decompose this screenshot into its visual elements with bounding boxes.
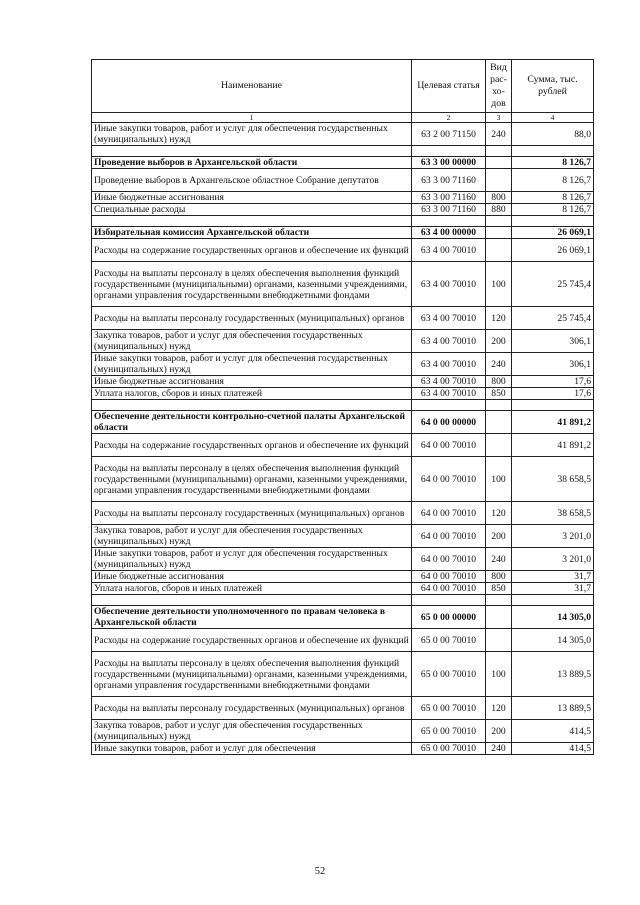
table-row — [92, 743, 594, 755]
cell-sum: 8 126,7 — [512, 204, 594, 216]
cell-art: 65 0 00 00000 — [412, 606, 486, 629]
cell-vid: 120 — [486, 697, 512, 720]
empty-cell — [486, 595, 512, 606]
cell-name: Расходы на выплаты персоналу в целях обеспечения выполнения функций государственными (муниципальными) органами, казенными учреждениями, органами управления государственными внебюджетными фондами — [92, 652, 412, 697]
table-row — [92, 652, 594, 697]
cell-art: 64 0 00 70010 — [412, 571, 486, 583]
cell-name: Расходы на выплаты персоналу государственных (муниципальных) органов — [92, 502, 412, 525]
cell-art: 63 3 00 71160 — [412, 169, 486, 192]
table-row — [92, 353, 594, 376]
table-row — [92, 388, 594, 400]
table-row — [92, 434, 594, 457]
cell-sum: 88,0 — [512, 123, 594, 146]
spacer-row — [92, 216, 594, 227]
table-row — [92, 262, 594, 307]
cell-name: Иные бюджетные ассигнования — [92, 571, 412, 583]
cell-name: Иные закупки товаров, работ и услуг для обеспечения государственных (муниципальных) нужд — [92, 123, 412, 146]
cell-name: Иные закупки товаров, работ и услуг для обеспечения — [92, 743, 412, 755]
cell-name: Расходы на содержание государственных органов и обеспечение их функций — [92, 434, 412, 457]
column-number-row — [92, 113, 594, 123]
cell-vid: 200 — [486, 720, 512, 743]
cell-vid: 880 — [486, 204, 512, 216]
cell-sum: 25 745,4 — [512, 307, 594, 330]
cell-art: 63 3 00 71160 — [412, 192, 486, 204]
cell-vid — [486, 227, 512, 239]
cell-sum: 17,6 — [512, 388, 594, 400]
cell-art: 63 4 00 70010 — [412, 307, 486, 330]
cell-sum: 38 658,5 — [512, 457, 594, 502]
cell-vid — [486, 239, 512, 262]
empty-cell — [486, 400, 512, 411]
cell-art: 64 0 00 70010 — [412, 457, 486, 502]
cell-art: 63 4 00 70010 — [412, 388, 486, 400]
empty-cell — [512, 400, 594, 411]
cell-sum: 41 891,2 — [512, 411, 594, 434]
cell-vid: 850 — [486, 388, 512, 400]
empty-cell — [512, 146, 594, 157]
cell-vid: 120 — [486, 307, 512, 330]
cell-art: 63 4 00 00000 — [412, 227, 486, 239]
section-row — [92, 227, 594, 239]
cell-name: Обеспечение деятельности уполномоченного по правам человека в Архангельской области — [92, 606, 412, 629]
cell-name: Расходы на выплаты персоналу в целях обеспечения выполнения функций государственными (муниципальными) органами, казенными учреждениями, органами управления государственными внебюджетными фондами — [92, 262, 412, 307]
cell-art: 64 0 00 00000 — [412, 411, 486, 434]
cell-name: Проведение выборов в Архангельское областное Собрание депутатов — [92, 169, 412, 192]
spacer-row — [92, 146, 594, 157]
table-row — [92, 697, 594, 720]
cell-vid: 850 — [486, 583, 512, 595]
cell-sum: 38 658,5 — [512, 502, 594, 525]
cell-sum: 14 305,0 — [512, 606, 594, 629]
empty-cell — [486, 146, 512, 157]
cell-name: Иные закупки товаров, работ и услуг для обеспечения государственных (муниципальных) нужд — [92, 353, 412, 376]
empty-cell — [412, 400, 486, 411]
spacer-row — [92, 595, 594, 606]
header-sum: Сумма, тыс. рублей — [512, 60, 594, 113]
cell-vid: 800 — [486, 376, 512, 388]
cell-sum: 31,7 — [512, 583, 594, 595]
cell-sum: 31,7 — [512, 571, 594, 583]
cell-art: 63 4 00 70010 — [412, 376, 486, 388]
cell-art: 64 0 00 70010 — [412, 502, 486, 525]
empty-cell — [92, 595, 412, 606]
cell-name: Расходы на содержание государственных органов и обеспечение их функций — [92, 239, 412, 262]
empty-cell — [486, 216, 512, 227]
cell-sum: 8 126,7 — [512, 169, 594, 192]
empty-cell — [412, 146, 486, 157]
budget-table — [91, 59, 594, 755]
cell-vid: 200 — [486, 330, 512, 353]
cell-art: 65 0 00 70010 — [412, 697, 486, 720]
cell-name: Обеспечение деятельности контрольно-счетной палаты Архангельской области — [92, 411, 412, 434]
table-row — [92, 169, 594, 192]
column-number: 4 — [512, 113, 594, 123]
cell-sum: 3 201,0 — [512, 525, 594, 548]
cell-name: Избирательная комиссия Архангельской области — [92, 227, 412, 239]
cell-art: 64 0 00 70010 — [412, 548, 486, 571]
cell-art: 65 0 00 70010 — [412, 652, 486, 697]
cell-name: Проведение выборов в Архангельской области — [92, 157, 412, 169]
header-vid: Вид рас-хо-дов — [486, 60, 512, 113]
empty-cell — [92, 400, 412, 411]
cell-art: 63 3 00 00000 — [412, 157, 486, 169]
cell-sum: 41 891,2 — [512, 434, 594, 457]
header-name: Наименование — [92, 60, 412, 113]
cell-art: 63 4 00 70010 — [412, 330, 486, 353]
cell-name: Иные бюджетные ассигнования — [92, 376, 412, 388]
column-number: 2 — [412, 113, 486, 123]
empty-cell — [412, 595, 486, 606]
cell-art: 63 4 00 70010 — [412, 239, 486, 262]
table-row — [92, 548, 594, 571]
table-row — [92, 583, 594, 595]
cell-vid: 100 — [486, 652, 512, 697]
cell-name: Закупка товаров, работ и услуг для обеспечения государственных (муниципальных) нужд — [92, 720, 412, 743]
cell-sum: 26 069,1 — [512, 227, 594, 239]
cell-art: 65 0 00 70010 — [412, 743, 486, 755]
cell-art: 64 0 00 70010 — [412, 583, 486, 595]
header-article: Целевая статья — [412, 60, 486, 113]
table-row — [92, 720, 594, 743]
empty-cell — [92, 146, 412, 157]
table-row — [92, 376, 594, 388]
cell-art: 63 4 00 70010 — [412, 353, 486, 376]
cell-sum: 414,5 — [512, 720, 594, 743]
cell-name: Закупка товаров, работ и услуг для обеспечения государственных (муниципальных) нужд — [92, 525, 412, 548]
cell-vid: 120 — [486, 502, 512, 525]
section-row — [92, 157, 594, 169]
empty-cell — [512, 216, 594, 227]
cell-name: Уплата налогов, сборов и иных платежей — [92, 583, 412, 595]
cell-sum: 26 069,1 — [512, 239, 594, 262]
cell-name: Расходы на выплаты персоналу государственных (муниципальных) органов — [92, 307, 412, 330]
cell-vid — [486, 434, 512, 457]
table-row — [92, 629, 594, 652]
cell-vid — [486, 157, 512, 169]
cell-vid: 800 — [486, 571, 512, 583]
cell-art: 65 0 00 70010 — [412, 629, 486, 652]
table-row — [92, 307, 594, 330]
table-row — [92, 192, 594, 204]
cell-art: 63 4 00 70010 — [412, 262, 486, 307]
cell-vid: 240 — [486, 353, 512, 376]
cell-sum: 306,1 — [512, 330, 594, 353]
cell-sum: 8 126,7 — [512, 192, 594, 204]
cell-vid — [486, 169, 512, 192]
cell-art: 63 2 00 71150 — [412, 123, 486, 146]
cell-vid: 200 — [486, 525, 512, 548]
table-row — [92, 502, 594, 525]
cell-name: Расходы на выплаты персоналу в целях обеспечения выполнения функций государственными (муниципальными) органами, казенными учреждениями, органами управления государственными внебюджетными фондами — [92, 457, 412, 502]
cell-name: Иные закупки товаров, работ и услуг для обеспечения государственных (муниципальных) нужд — [92, 548, 412, 571]
cell-vid: 100 — [486, 262, 512, 307]
table-row — [92, 330, 594, 353]
cell-art: 63 3 00 71160 — [412, 204, 486, 216]
cell-name: Расходы на выплаты персоналу государственных (муниципальных) органов — [92, 697, 412, 720]
section-row — [92, 411, 594, 434]
cell-name: Закупка товаров, работ и услуг для обеспечения государственных (муниципальных) нужд — [92, 330, 412, 353]
cell-vid — [486, 629, 512, 652]
empty-cell — [92, 216, 412, 227]
cell-sum: 25 745,4 — [512, 262, 594, 307]
cell-vid: 100 — [486, 457, 512, 502]
table-row — [92, 239, 594, 262]
cell-sum: 3 201,0 — [512, 548, 594, 571]
cell-name: Специальные расходы — [92, 204, 412, 216]
cell-sum: 306,1 — [512, 353, 594, 376]
cell-name: Иные бюджетные ассигнования — [92, 192, 412, 204]
page-number: 52 — [314, 866, 326, 877]
table-row — [92, 457, 594, 502]
cell-art: 64 0 00 70010 — [412, 434, 486, 457]
table-row — [92, 204, 594, 216]
cell-sum: 13 889,5 — [512, 697, 594, 720]
column-number: 3 — [486, 113, 512, 123]
spacer-row — [92, 400, 594, 411]
cell-art: 64 0 00 70010 — [412, 525, 486, 548]
cell-vid: 800 — [486, 192, 512, 204]
cell-vid: 240 — [486, 548, 512, 571]
cell-name: Расходы на содержание государственных органов и обеспечение их функций — [92, 629, 412, 652]
table-header-row — [92, 60, 594, 113]
cell-vid — [486, 411, 512, 434]
column-number: 1 — [92, 113, 412, 123]
cell-sum: 13 889,5 — [512, 652, 594, 697]
cell-art: 65 0 00 70010 — [412, 720, 486, 743]
cell-sum: 17,6 — [512, 376, 594, 388]
cell-vid: 240 — [486, 743, 512, 755]
cell-sum: 8 126,7 — [512, 157, 594, 169]
table-body — [92, 123, 594, 755]
table-row — [92, 571, 594, 583]
empty-cell — [512, 595, 594, 606]
cell-sum: 14 305,0 — [512, 629, 594, 652]
table-row — [92, 123, 594, 146]
section-row — [92, 606, 594, 629]
empty-cell — [412, 216, 486, 227]
cell-vid — [486, 606, 512, 629]
cell-vid: 240 — [486, 123, 512, 146]
cell-sum: 414,5 — [512, 743, 594, 755]
cell-name: Уплата налогов, сборов и иных платежей — [92, 388, 412, 400]
table-row — [92, 525, 594, 548]
